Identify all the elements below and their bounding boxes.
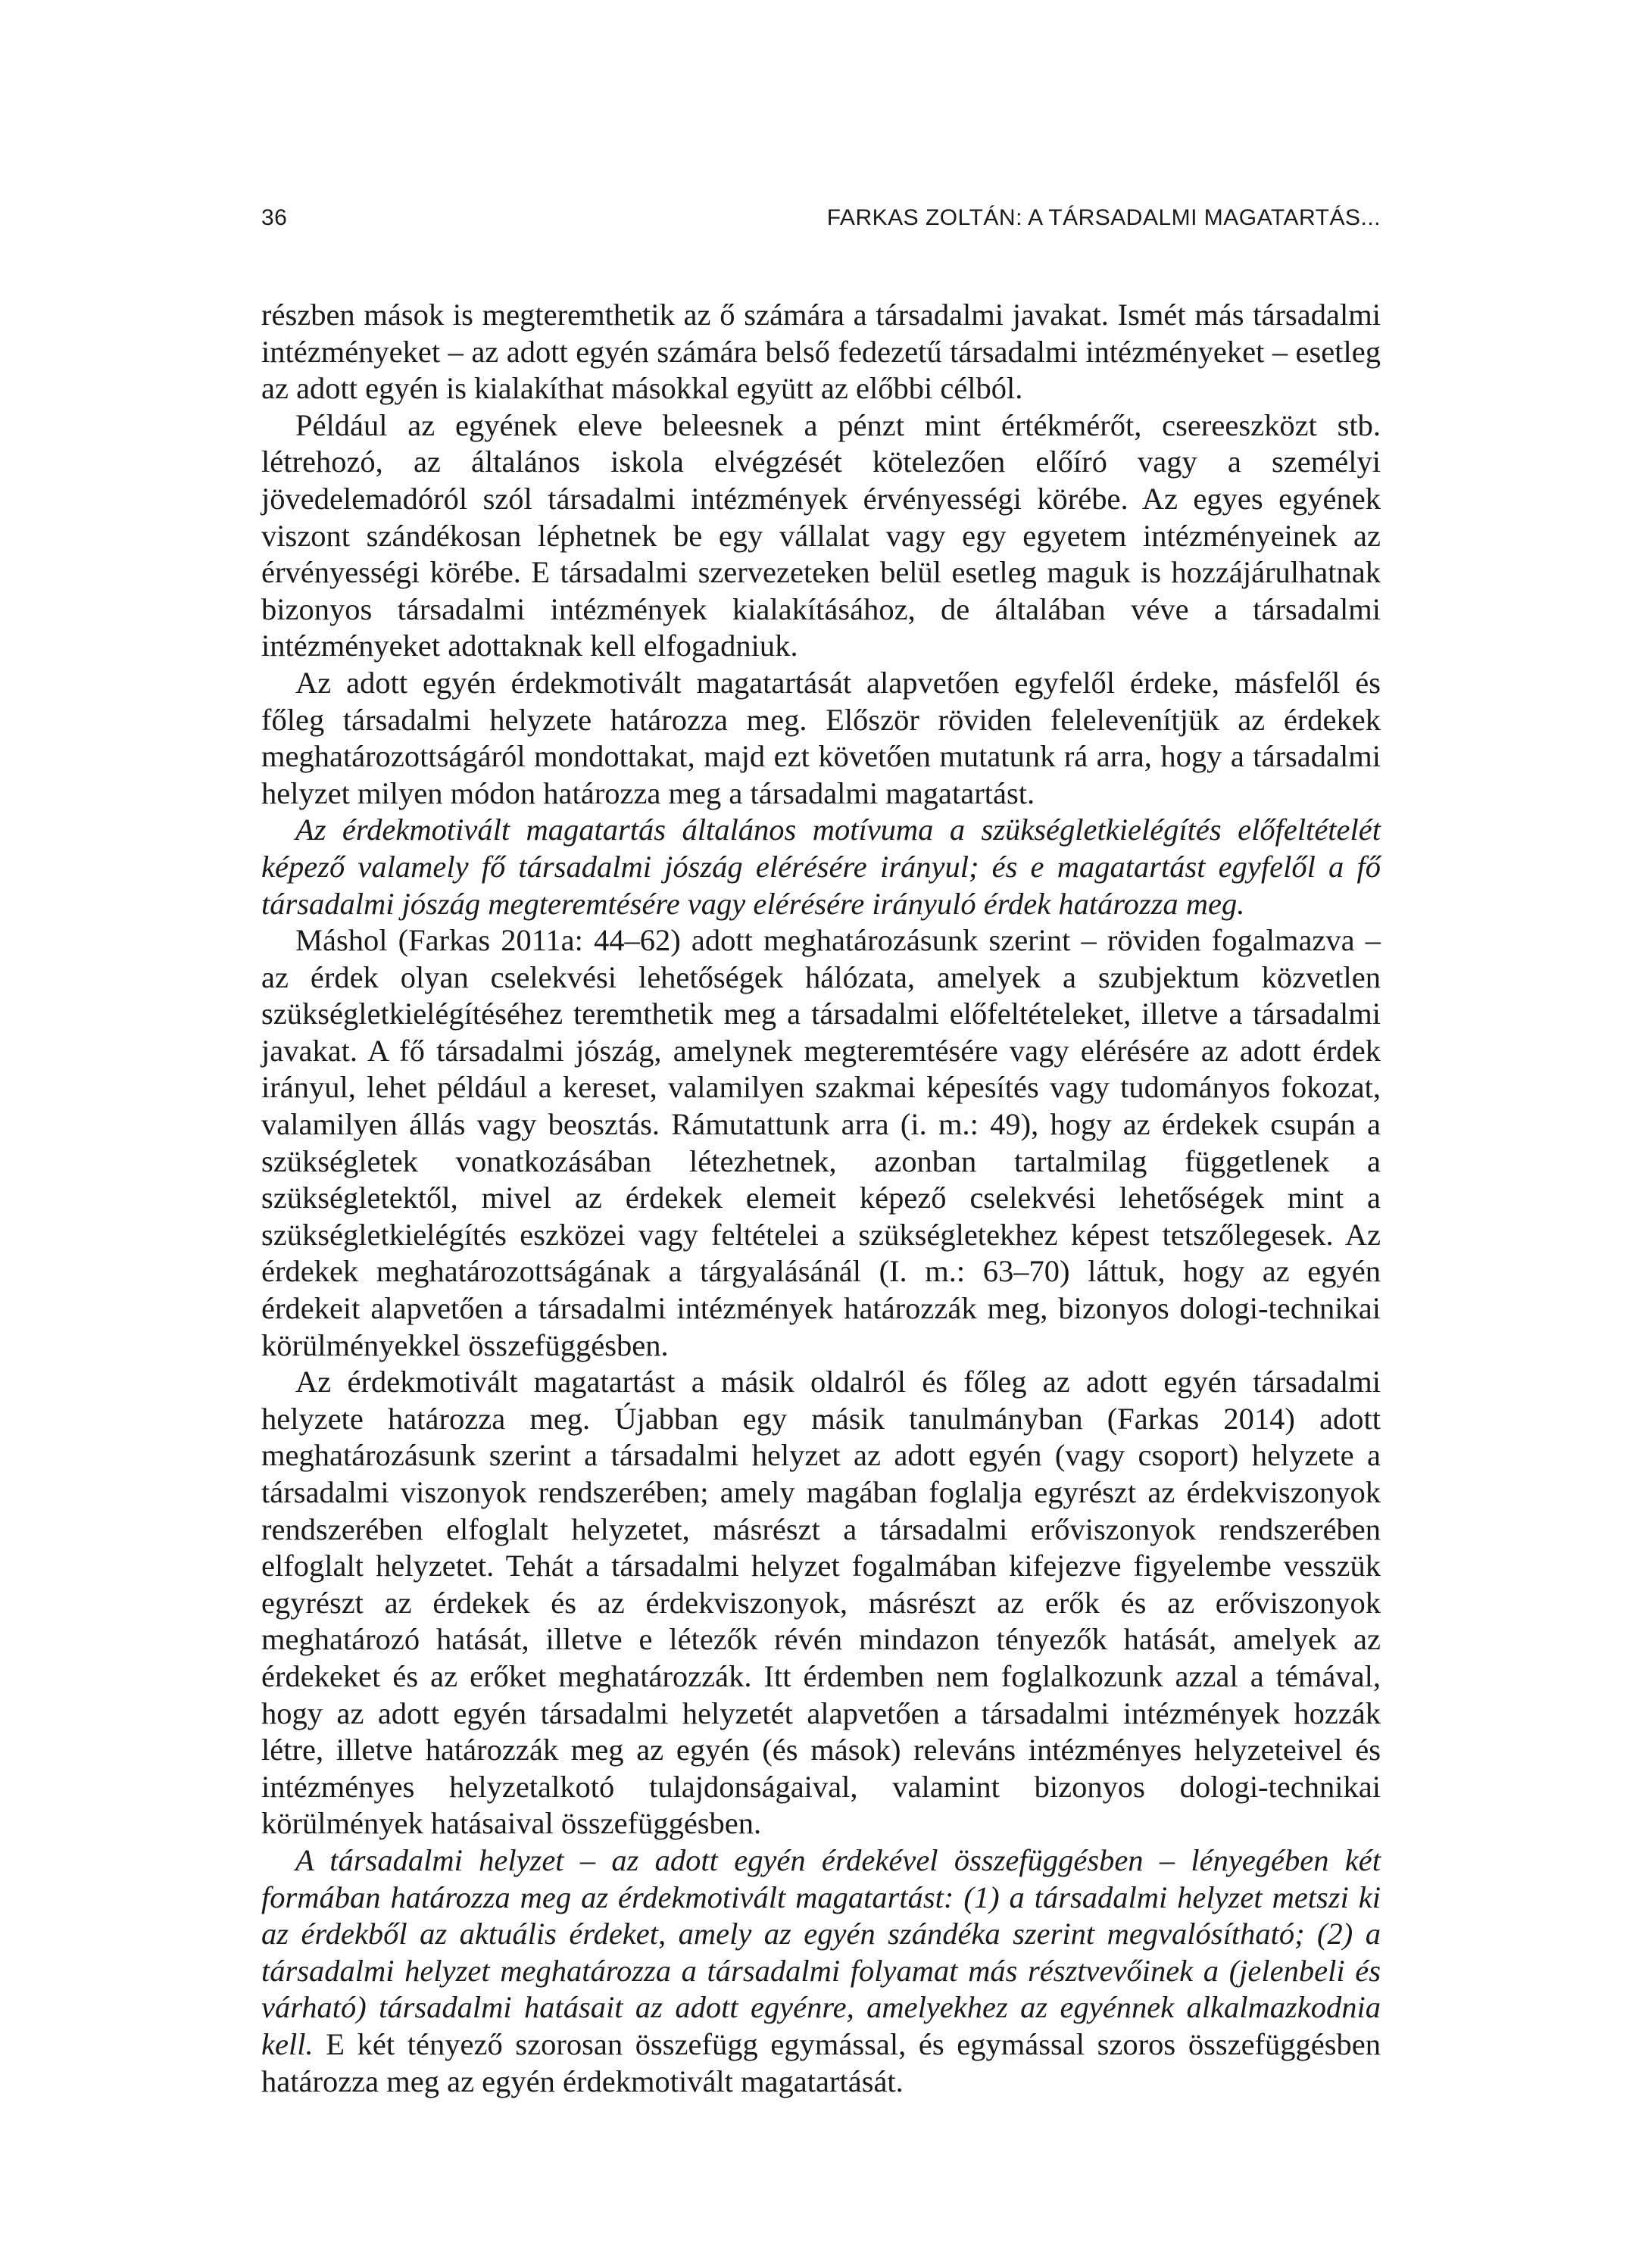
running-header	[261, 204, 1381, 232]
page-number: 36	[261, 205, 288, 230]
paragraph-social-position: Az érdekmotivált magatartást a másik oldalról és főleg az adott egyén társadalmi helyzete határozza meg. Újabban egy másik tanulmányban (Farkas 2014) adott meghatározásunk szerint a társadalmi helyzet az adott egyén (vagy csoport) helyzete a társadalmi viszonyok rendszerében; amely magában foglalja egyrészt az érdekviszonyok rendszerében elfoglalt helyzetet, másrészt a társadalmi erőviszonyok rendszerében elfoglalt helyzetet. Tehát a társadalmi helyzet fogalmában kifejezve figyelembe vesszük egyrészt az érdekek és az érdekviszonyok, másrészt az erők és az erőviszonyok meghatározó hatását, illetve e létezők révén mindazon tényezők hatását, amelyek az érdekeket és az erőket meghatározzák. Itt érdemben nem foglalkozunk azzal a témával, hogy az adott egyén társadalmi helyzetét alapvetően a társadalmi intézmények hozzák létre, illetve határozzák meg az egyén (és mások) releváns intézményes helyzeteivel és intézményes helyzetalkotó tulajdonságaival, valamint bizonyos dologi-technikai körülmények hatásaival összefüggésben.	[261, 1365, 1381, 1841]
paragraph-example: Például az egyének eleve beleesnek a pénzt mint értékmérőt, csereeszközt stb. létrehozó, az általános iskola elvégzését kötelezően előíró vagy a személyi jövedelemadóról szól társadalmi intézmények érvényességi körébe. Az egyes egyének viszont szándékosan léphetnek be egy vállalat vagy egy egyetem intézményeinek az érvényességi körébe. E társadalmi szervezeteken belül esetleg maguk is hozzájárulhatnak bizonyos társadalmi intézmények kialakításához, de általában véve a társadalmi intézményeket adottaknak kell elfogadniuk.	[261, 407, 1381, 663]
paragraph-interest-motivated: Az adott egyén érdekmotivált magatartását alapvetően egyfelől érdeke, másfelől és főleg társadalmi helyzete határozza meg. Először röviden felelevenítjük az érdekek meghatározottságáról mondottakat, majd ezt követően mutatunk rá arra, hogy a társadalmi helyzet milyen módon határozza meg a társadalmi magatartást.	[261, 665, 1381, 810]
paragraph-final	[261, 1842, 1381, 2100]
body-text	[261, 297, 1381, 2100]
paragraph-thesis-italic: Az érdekmotivált magatartás általános motívuma a szükségletkielégítés előfeltételét képező valamely fő társadalmi jószág elérésére irányul; és e magatartást egyfelől a fő társadalmi jószág megteremtésére vagy elérésére irányuló érdek határozza meg.	[261, 813, 1381, 921]
paragraph-continuation: részben mások is megteremthetik az ő számára a társadalmi javakat. Ismét más társadalmi intézményeket – az adott egyén számára belső fedezetű társadalmi intézményeket – esetleg az adott egyén is kialakíthat másokkal együtt az előbbi célból.	[261, 298, 1381, 406]
final-italic-text: A társadalmi helyzet – az adott egyén érdekével összefüggésben – lényegében két formában határozza meg az érdekmotivált magatartást: (1) a társadalmi helyzet metszi ki az érdekből az aktuális érdeket, amely az egyén szándéka szerint megvalósítható; (2) a társadalmi helyzet meghatározza a társadalmi folyamat más résztvevőinek a (jelenbeli és várható) társadalmi hatásait az adott egyénre, amelyekhez az egyénnek alkalmazkodnia kell.	[261, 1842, 1381, 2061]
paragraph-interest-definition: Máshol (Farkas 2011a: 44–62) adott meghatározásunk szerint – röviden fogalmazva – az érdek olyan cselekvési lehetőségek hálózata, amelyek a szubjektum közvetlen szükségletkielégítéséhez teremthetik meg a társadalmi előfeltételeket, illetve a társadalmi javakat. A fő társadalmi jószág, amelynek megteremtésére vagy elérésére az adott érdek irányul, lehet például a kereset, valamilyen szakmai képesítés vagy tudományos fokozat, valamilyen állás vagy beosztás. Rámutattunk arra (i. m.: 49), hogy az érdekek csupán a szükségletek vonatkozásában létezhetnek, azonban tartalmilag függetlenek a szükségletektől, mivel az érdekek elemeit képező cselekvési lehetőségek mint a szükségletkielégítés eszközei vagy feltételei a szükségletekhez képest tetszőlegesek. Az érdekek meghatározottságának a tárgyalásánál (I. m.: 63–70) láttuk, hogy az egyén érdekeit alapvetően a társadalmi intézmények határozzák meg, bizonyos dologi-technikai körülményekkel összefüggésben.	[261, 923, 1381, 1362]
running-title: FARKAS ZOLTÁN: A TÁRSADALMI MAGATARTÁS...	[826, 205, 1381, 230]
final-roman-text: E két tényező szorosan összefügg egymással, és egymással szoros összefüggésben határozza meg az egyén érdekmotivált magatartását.	[261, 2026, 1381, 2098]
